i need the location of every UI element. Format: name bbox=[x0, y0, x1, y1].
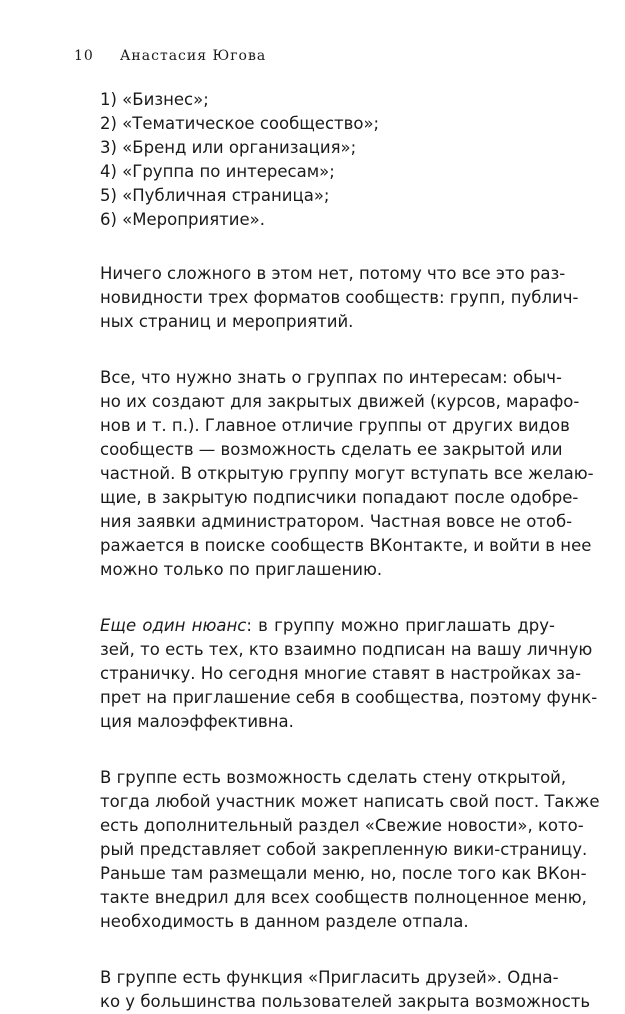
text-line: новидности трех форматов сообществ: групп, публич- bbox=[100, 288, 579, 307]
running-head bbox=[74, 48, 266, 64]
text-line: но их создают для закрытых движей (курсов, марафо- bbox=[100, 392, 580, 411]
text-line: есть дополнительный раздел «Свежие новости», кото- bbox=[100, 816, 584, 835]
community-types-list bbox=[100, 88, 555, 232]
list-item: 2) «Тематическое сообщество»; bbox=[100, 114, 380, 133]
text-line: страничку. Но сегодня многие ставят в настройках за- bbox=[100, 664, 582, 683]
text-line: ных страниц и мероприятий. bbox=[100, 312, 354, 331]
text-line: рый представляет собой закрепленную вики-страницу. bbox=[100, 840, 588, 859]
text-line: Все, что нужно знать о группах по интересам: обыч- bbox=[100, 368, 562, 387]
text-line: прет на приглашение себя в сообщества, поэтому функ- bbox=[100, 688, 598, 707]
author-name: Анастасия Югова bbox=[119, 48, 267, 64]
list-item: 6) «Мероприятие». bbox=[100, 210, 265, 229]
list-item: 5) «Публичная страница»; bbox=[100, 186, 330, 205]
list-item: 3) «Бренд или организация»; bbox=[100, 138, 357, 157]
text-line: В группе есть функция «Пригласить друзей». Одна- bbox=[100, 968, 559, 987]
text-line: Раньше там размещали меню, но, после того как ВКон- bbox=[100, 864, 587, 883]
list-item: 1) «Бизнес»; bbox=[100, 90, 209, 109]
paragraph-wall bbox=[100, 766, 600, 934]
text-line: ния заявки администратором. Частная вовсе не отоб- bbox=[100, 512, 573, 531]
text-line: можно только по приглашению. bbox=[100, 560, 383, 579]
text-line: В группе есть возможность сделать стену открытой, bbox=[100, 768, 567, 787]
text-fragment: : в группу можно приглашать дру- bbox=[246, 616, 555, 635]
paragraph-formats bbox=[100, 262, 579, 334]
paragraph-interest-groups bbox=[100, 366, 594, 582]
text-line bbox=[100, 614, 555, 638]
text-line: щие, в закрытую подписчики попадают после одобре- bbox=[100, 488, 579, 507]
text-line: зей, то есть тех, кто взаимно подписан на вашу личную bbox=[100, 640, 593, 659]
list-item: 4) «Группа по интересам»; bbox=[100, 162, 335, 181]
text-line: ражается в поиске сообществ ВКонтакте, и войти в нее bbox=[100, 536, 592, 555]
page-content bbox=[100, 88, 600, 1014]
text-line: сообществ — возможность сделать ее закрытой или bbox=[100, 440, 563, 459]
page-number: 10 bbox=[74, 48, 94, 64]
text-line: нов и т. п.). Главное отличие группы от других видов bbox=[100, 416, 570, 435]
text-line: ко у большинства пользователей закрыта возможность bbox=[100, 992, 591, 1011]
paragraph-invite bbox=[100, 966, 591, 1014]
text-line: частной. В открытую группу могут вступать все желаю- bbox=[100, 464, 594, 483]
text-line: тогда любой участник может написать свой пост. Также bbox=[100, 792, 600, 811]
paragraph-nuance bbox=[100, 614, 598, 734]
text-line: Ничего сложного в этом нет, потому что все это раз- bbox=[100, 264, 566, 283]
italic-phrase: Еще один нюанс bbox=[100, 616, 247, 635]
text-line: ция малоэффективна. bbox=[100, 712, 294, 731]
text-line: необходимость в данном разделе отпала. bbox=[100, 912, 469, 931]
text-line: такте внедрил для всех сообществ полноценное меню, bbox=[100, 888, 587, 907]
